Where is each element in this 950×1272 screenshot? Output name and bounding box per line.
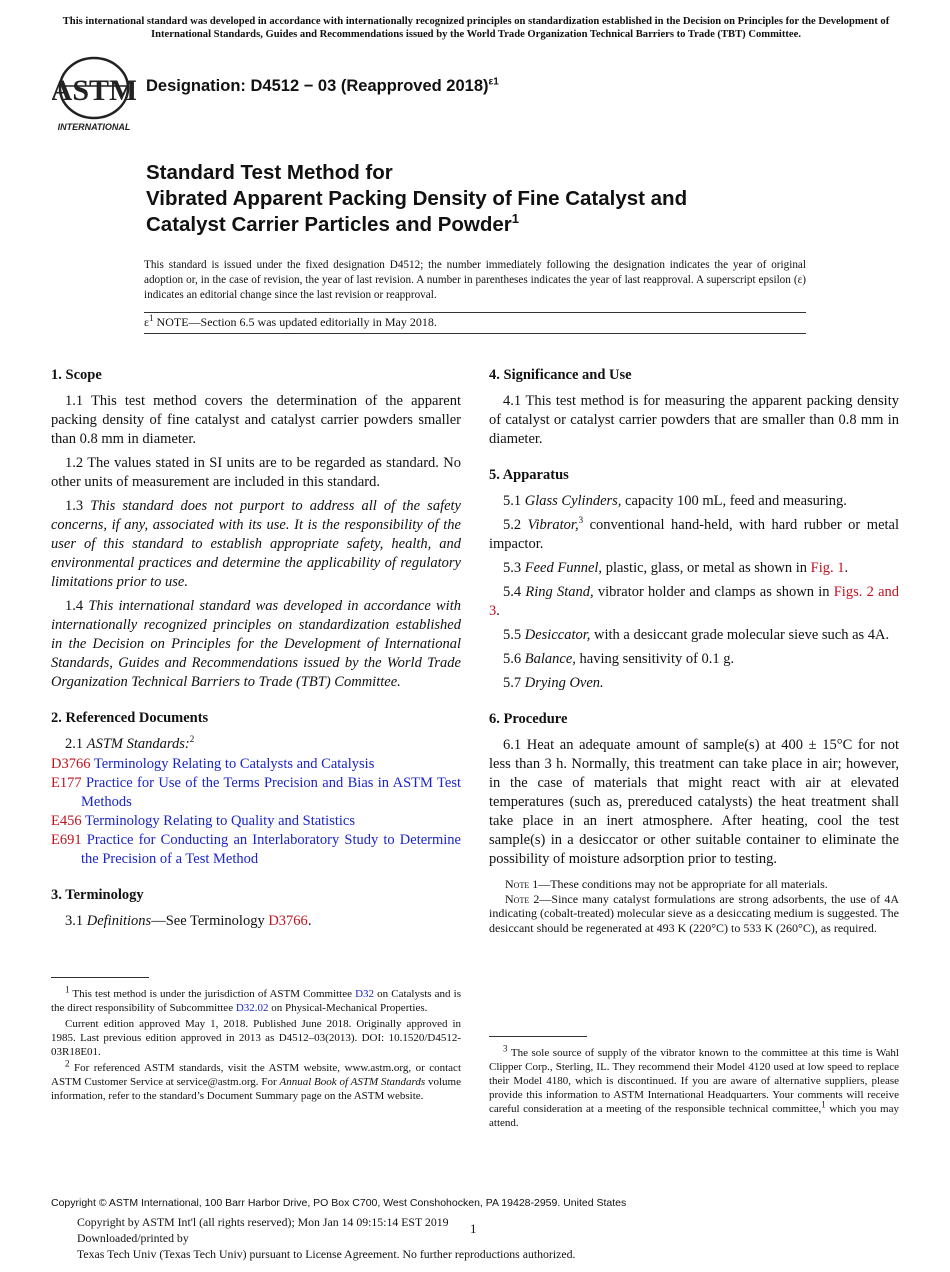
logo-text: ASTM: [52, 74, 136, 107]
footnotes-right: [489, 1043, 899, 1132]
apparatus-5-6: 5.6 Balance, having sensitivity of 0.1 g.: [503, 651, 735, 667]
apparatus-5-3: 5.3 Feed Funnel, plastic, glass, or metal as shown in Fig. 1.: [503, 560, 849, 576]
footnote-1-edition: Current edition approved May 1, 2018. Published June 2018. Originally approved in 1985. Last previous edition approved in 2013 as D4512–03(2013). DOI: 10.1520/D4512-03R18E01.: [51, 1018, 461, 1058]
title-line-2: Vibrated Apparent Packing Density of Fine Catalyst and: [146, 187, 688, 210]
print-info-line-1: Copyright by ASTM Int'l (all rights reserved); Mon Jan 14 09:15:14 EST 2019: [77, 1215, 449, 1229]
scope-1-2: 1.2 The values stated in SI units are to be regarded as standard. No other units of measurement are included in this standard.: [51, 455, 461, 490]
section-referenced-documents: [51, 709, 461, 869]
procedure-6-1: 6.1 Heat an adequate amount of sample(s) at 400 ± 15°C for not less than 3 h. Normally, this treatment can take place in air; however, in the case of materials that might react with air at elevated temperatures (such as, prereduced catalysts) the heat treatment shall take place in an inert atmosphere. After heating, cool the test sample(s) in a desiccator or other suitable container to eliminate the possibility of moisture adsorption prior to testing.: [489, 737, 899, 867]
designation: Designation: D4512 − 03 (Reapproved 2018)$^{\varepsilon 1}$: [146, 76, 499, 95]
title-line-1: Standard Test Method for: [146, 161, 393, 184]
top-notice: This international standard was developed in accordance with internationally recognized principles on standardization established in the Decision on Principles for the Development of International Standards, Guides and Recommendations issued by the World Trade Organization Technical Barriers to Trade (TBT) Committee.: [62, 16, 890, 40]
significance-4-1: 4.1 This test method is for measuring the apparent packing density of catalyst or catalyst carrier powders that are smaller than 0.8 mm in diameter.: [489, 393, 899, 447]
section-apparatus: [489, 466, 899, 693]
footnotes-left: [51, 984, 461, 1105]
right-column: [489, 366, 899, 952]
page-number: 1: [470, 1221, 477, 1236]
section-terminology: [51, 886, 461, 931]
apparatus-heading: 5. Apparatus: [489, 467, 569, 483]
left-column: [51, 366, 461, 948]
footnote-1: $^1$ This test method is under the jurisdiction of ASTM Committee D32 on Catalysts and is the direct responsibility of Subcommittee D32.02 on Physical-Mechanical Properties.: [51, 984, 461, 1014]
apparatus-5-1: 5.1 Glass Cylinders, capacity 100 mL, feed and measuring.: [503, 493, 847, 509]
note-2: Note 2—Since many catalyst formulations are strong adsorbents, the use of 4A indicating (cobalt-treated) molecular sieve as a desiccating medium is suggested. The desiccant should be regenerated at 493 K (220°C) to 533 K (260°C), as required.: [489, 891, 899, 935]
figs-2-3-link[interactable]: Figs. 2 and 3: [489, 584, 900, 619]
footnote-2: $^2$ For referenced ASTM standards, visit the ASTM website, www.astm.org, or contact ASTM Customer Service at service@astm.org. For Annual Book of ASTM Standards volume information, refer to the standard’s Document Summary page on the ASTM website.: [51, 1058, 461, 1102]
referenced-heading: 2. Referenced Documents: [51, 710, 209, 726]
scope-1-1: 1.1 This test method covers the determination of the apparent packing density of fine catalyst and catalyst carrier powders smaller than 0.8 mm in diameter.: [51, 393, 461, 447]
astm-standards-label: 2.1 ASTM Standards:$^2$: [65, 734, 195, 752]
ref-item[interactable]: D3766 Terminology Relating to Catalysts and Catalysis: [51, 756, 375, 772]
footnote-divider: [51, 977, 149, 978]
scope-heading: 1. Scope: [51, 367, 102, 383]
terminology-heading: 3. Terminology: [51, 887, 144, 903]
print-info: [77, 1214, 575, 1262]
astm-logo-icon: [52, 56, 136, 134]
print-info-line-3: Texas Tech Univ (Texas Tech Univ) pursuant to License Agreement. No further reproductions authorized.: [77, 1247, 576, 1261]
apparatus-5-5: 5.5 Desiccator, with a desiccant grade molecular sieve such as 4A.: [503, 627, 890, 643]
apparatus-5-4: 5.4 Ring Stand, vibrator holder and clamps as shown in Figs. 2 and 3.: [489, 584, 900, 619]
procedure-heading: 6. Procedure: [489, 711, 568, 727]
d32-02-link[interactable]: D32.02: [235, 1002, 269, 1014]
ref-item[interactable]: E456 Terminology Relating to Quality and Statistics: [51, 813, 355, 829]
note-1: Note 1—These conditions may not be appropriate for all materials.: [505, 877, 828, 891]
footnote-3: $^3$ The sole source of supply of the vibrator known to the committee at this time is Wahl Clipper Corp., Sterling, IL. They recommend their Model 4120 used at low speed to replace their Model 4180, which is discontinued. If you are aware of alternative suppliers, please provide this information to ASTM International Headquarters. Your comments will receive careful consideration at a meeting of the responsible technical committee,$^1$ which you may attend.: [489, 1043, 899, 1129]
document-title: [146, 160, 826, 238]
title-line-3: Catalyst Carrier Particles and Powder$^1$: [146, 211, 519, 236]
section-procedure: [489, 710, 899, 935]
logo-subtext: INTERNATIONAL: [57, 122, 131, 132]
d32-link[interactable]: D32: [355, 988, 375, 1000]
print-info-line-2: Downloaded/printed by: [77, 1231, 189, 1245]
editorial-note: $\varepsilon^1$ NOTE—Section 6.5 was updated editorially in May 2018.: [144, 312, 806, 334]
issuance-statement: This standard is issued under the fixed designation D4512; the number immediately following the designation indicates the year of original adoption or, in the case of revision, the year of last revision. A number in parentheses indicates the year of last reapproval. A superscript epsilon (ε) indicates an editorial change since the last revision or reapproval.: [144, 259, 806, 301]
scope-1-4: 1.4 This international standard was developed in accordance with internationally recognized principles on standardization established in the Decision on Principles for the Development of International Standards, Guides and Recommendations issued by the World Trade Organization Technical Barriers to Trade (TBT) Committee.: [51, 598, 461, 690]
ref-item[interactable]: E691 Practice for Conducting an Interlaboratory Study to Determine the Precision of a Test Method: [51, 832, 461, 867]
apparatus-5-2: 5.2 Vibrator,$^3$ conventional hand-held, with hard rubber or metal impactor.: [489, 515, 900, 552]
section-scope: [51, 366, 461, 692]
section-significance: [489, 366, 899, 449]
fig-1-link[interactable]: Fig. 1: [810, 560, 845, 576]
footnote-divider: [489, 1036, 587, 1037]
terminology-3-1: 3.1 Definitions—See Terminology D3766.: [65, 913, 312, 929]
significance-heading: 4. Significance and Use: [489, 367, 632, 383]
ref-item[interactable]: E177 Practice for Use of the Terms Precision and Bias in ASTM Test Methods: [51, 775, 461, 810]
apparatus-5-7: 5.7 Drying Oven.: [503, 675, 604, 691]
copyright-line: Copyright © ASTM International, 100 Barr Harbor Drive, PO Box C700, West Conshohocken, PA 19428-2959. United States: [51, 1197, 627, 1209]
terminology-link[interactable]: D3766: [268, 913, 308, 929]
astm-logo: [52, 56, 136, 134]
scope-1-3: 1.3 This standard does not purport to address all of the safety concerns, if any, associated with its use. It is the responsibility of the user of this standard to establish appropriate safety, health, and environmental practices and determine the applicability of regulatory limitations prior to use.: [51, 498, 461, 590]
